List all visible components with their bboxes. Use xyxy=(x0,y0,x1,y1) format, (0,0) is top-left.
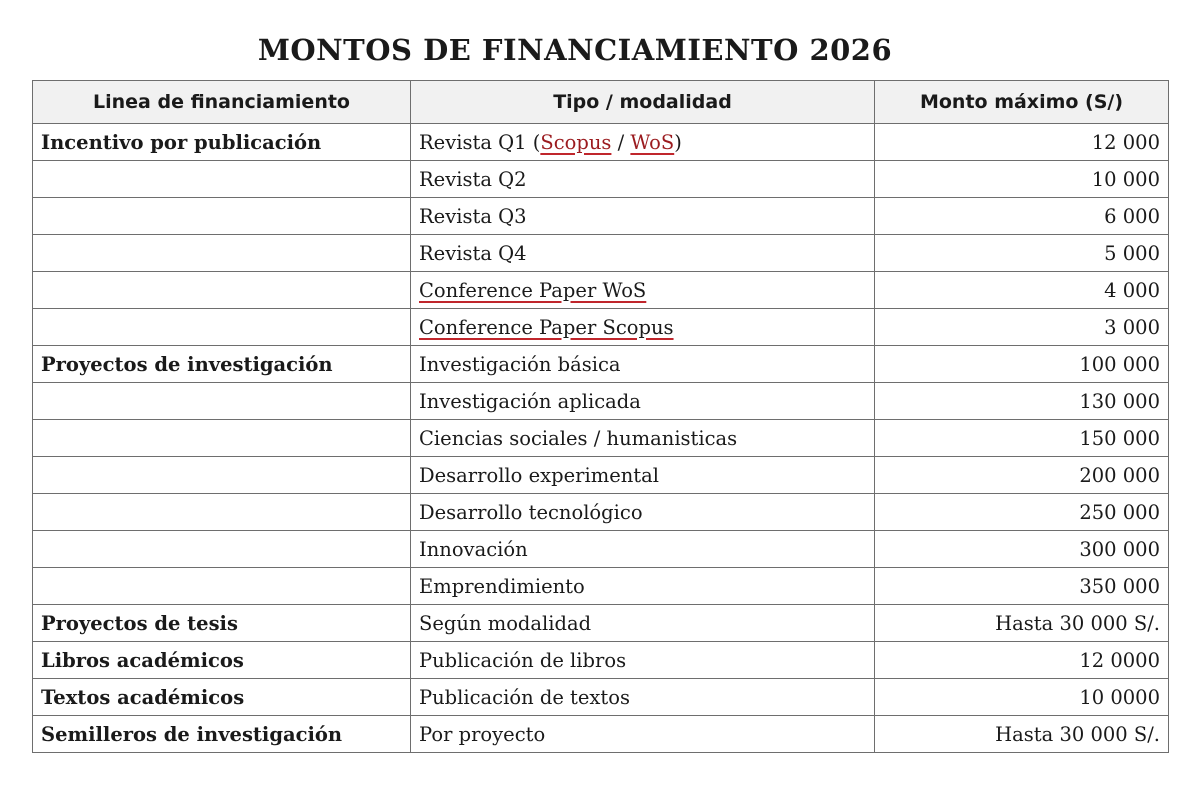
line-cell xyxy=(33,420,411,457)
type-cell: Ciencias sociales / humanisticas xyxy=(411,420,875,457)
line-cell: Libros académicos xyxy=(33,642,411,679)
amount-cell: 300 000 xyxy=(875,531,1169,568)
line-cell xyxy=(33,272,411,309)
amount-cell: 100 000 xyxy=(875,346,1169,383)
amount-cell: 5 000 xyxy=(875,235,1169,272)
conference-paper-scopus-link[interactable]: Conference Paper Scopus xyxy=(419,315,674,339)
line-cell: Proyectos de investigación xyxy=(33,346,411,383)
type-cell: Publicación de textos xyxy=(411,679,875,716)
table-row xyxy=(33,235,1169,272)
table-row xyxy=(33,124,1169,161)
column-header-amount: Monto máximo (S/) xyxy=(875,81,1169,124)
amount-cell: 6 000 xyxy=(875,198,1169,235)
amount-cell: 130 000 xyxy=(875,383,1169,420)
amount-cell: Hasta 30 000 S/. xyxy=(875,716,1169,753)
scopus-link[interactable]: Scopus xyxy=(540,130,612,154)
table-row xyxy=(33,383,1169,420)
type-cell: Revista Q4 xyxy=(411,235,875,272)
type-cell: Innovación xyxy=(411,531,875,568)
line-cell: Semilleros de investigación xyxy=(33,716,411,753)
amount-cell: 150 000 xyxy=(875,420,1169,457)
amount-cell: 10 0000 xyxy=(875,679,1169,716)
table-row xyxy=(33,605,1169,642)
table-row xyxy=(33,716,1169,753)
amount-cell: 12 0000 xyxy=(875,642,1169,679)
amount-cell: 4 000 xyxy=(875,272,1169,309)
page-title: MONTOS DE FINANCIAMIENTO 2026 xyxy=(257,33,893,67)
column-header-type: Tipo / modalidad xyxy=(411,81,875,124)
amount-cell: 3 000 xyxy=(875,309,1169,346)
column-header-line: Linea de financiamiento xyxy=(33,81,411,124)
amount-cell: 10 000 xyxy=(875,161,1169,198)
type-cell: Investigación aplicada xyxy=(411,383,875,420)
table-body xyxy=(33,124,1169,753)
line-cell: Proyectos de tesis xyxy=(33,605,411,642)
line-cell xyxy=(33,531,411,568)
table-row xyxy=(33,420,1169,457)
table-row xyxy=(33,568,1169,605)
type-text-close: ) xyxy=(674,130,682,154)
table-row xyxy=(33,457,1169,494)
table-row xyxy=(33,642,1169,679)
table-header xyxy=(33,81,1169,124)
line-cell: Textos académicos xyxy=(33,679,411,716)
type-cell: Desarrollo experimental xyxy=(411,457,875,494)
table-row xyxy=(33,198,1169,235)
table-row xyxy=(33,309,1169,346)
type-cell: Emprendimiento xyxy=(411,568,875,605)
table-row xyxy=(33,531,1169,568)
type-cell: Publicación de libros xyxy=(411,642,875,679)
line-cell xyxy=(33,568,411,605)
amount-cell: 350 000 xyxy=(875,568,1169,605)
line-cell xyxy=(33,198,411,235)
type-cell: Revista Q3 xyxy=(411,198,875,235)
wos-link[interactable]: WoS xyxy=(630,130,675,154)
line-cell xyxy=(33,235,411,272)
type-cell: Investigación básica xyxy=(411,346,875,383)
type-separator: / xyxy=(611,130,631,154)
table-row xyxy=(33,346,1169,383)
type-cell: Por proyecto xyxy=(411,716,875,753)
amount-cell: 200 000 xyxy=(875,457,1169,494)
type-cell: Desarrollo tecnológico xyxy=(411,494,875,531)
line-cell xyxy=(33,457,411,494)
funding-table xyxy=(32,80,1169,753)
line-cell: Incentivo por publicación xyxy=(33,124,411,161)
table-row xyxy=(33,272,1169,309)
line-cell xyxy=(33,383,411,420)
table-row xyxy=(33,494,1169,531)
type-cell xyxy=(411,272,875,309)
table-row xyxy=(33,161,1169,198)
line-cell xyxy=(33,494,411,531)
type-text: Revista Q1 ( xyxy=(419,130,541,154)
table-row xyxy=(33,679,1169,716)
type-cell: Revista Q2 xyxy=(411,161,875,198)
line-cell xyxy=(33,309,411,346)
amount-cell: Hasta 30 000 S/. xyxy=(875,605,1169,642)
type-cell: Según modalidad xyxy=(411,605,875,642)
amount-cell: 12 000 xyxy=(875,124,1169,161)
type-cell xyxy=(411,124,875,161)
amount-cell: 250 000 xyxy=(875,494,1169,531)
type-cell xyxy=(411,309,875,346)
line-cell xyxy=(33,161,411,198)
header-row xyxy=(33,81,1169,124)
conference-paper-wos-link[interactable]: Conference Paper WoS xyxy=(419,278,647,302)
